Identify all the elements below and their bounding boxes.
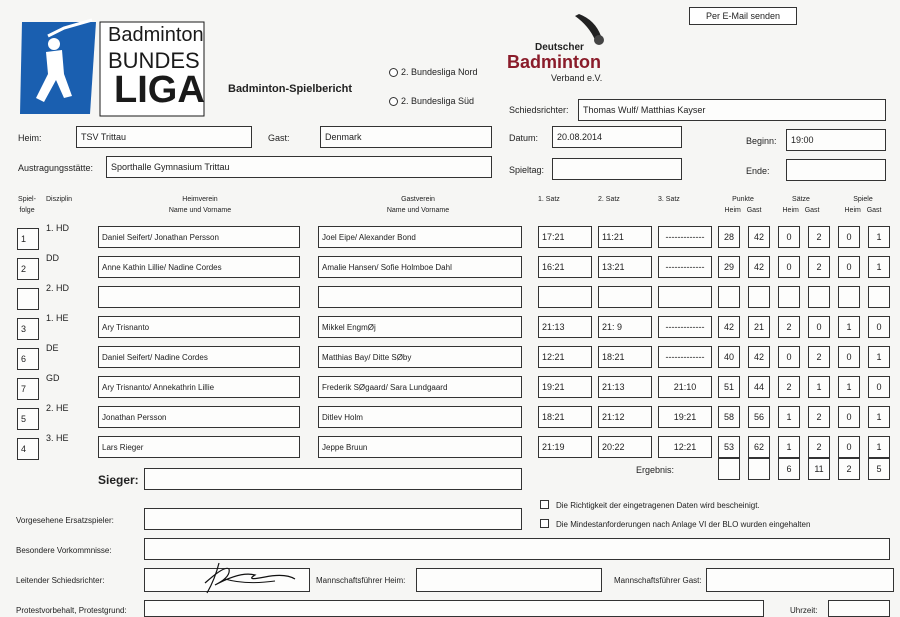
bundesliga-logo: [18, 18, 206, 118]
captain-home-label: Mannschaftsführer Heim:: [316, 576, 406, 585]
points-home-field[interactable]: 42: [718, 316, 740, 338]
set1-field[interactable]: 16:21: [538, 256, 592, 278]
sets-guest-field[interactable]: 2: [808, 406, 830, 428]
points-guest-field[interactable]: 42: [748, 346, 770, 368]
set2-field[interactable]: [598, 286, 652, 308]
sets-home-field[interactable]: 0: [778, 226, 800, 248]
games-home-field[interactable]: [838, 286, 860, 308]
referee-field[interactable]: Thomas Wulf/ Matthias Kayser: [578, 99, 886, 121]
dbv-line2: Badminton: [507, 52, 601, 72]
set1-field[interactable]: 17:21: [538, 226, 592, 248]
sets-home-field[interactable]: 1: [778, 406, 800, 428]
games-guest-field[interactable]: 1: [868, 256, 890, 278]
home-player-field[interactable]: Anne Kathin Lillie/ Nadine Cordes: [98, 256, 300, 278]
date-field[interactable]: 20.08.2014: [552, 126, 682, 148]
set1-field[interactable]: 19:21: [538, 376, 592, 398]
games-home-field[interactable]: 1: [838, 316, 860, 338]
venue-field[interactable]: Sporthalle Gymnasium Trittau: [106, 156, 492, 178]
chief-referee-label: Leitender Schiedsrichter:: [16, 576, 105, 585]
points-guest-field[interactable]: 62: [748, 436, 770, 458]
winner-field[interactable]: [144, 468, 522, 490]
guest-field[interactable]: Denmark: [320, 126, 492, 148]
header-games: Spiele Heim Gast: [844, 196, 882, 214]
logo-line3: LIGA: [114, 69, 205, 111]
result-label: Ergebnis:: [636, 465, 675, 475]
substitutes-field[interactable]: [144, 508, 522, 530]
home-player-field[interactable]: Daniel Seifert/ Jonathan Persson: [98, 226, 300, 248]
points-guest-field[interactable]: 42: [748, 226, 770, 248]
games-guest-field[interactable]: 1: [868, 406, 890, 428]
points-guest-field[interactable]: 21: [748, 316, 770, 338]
guest-player-field[interactable]: Jeppe Bruun: [318, 436, 522, 458]
matchday-field[interactable]: [552, 158, 682, 180]
protest-field[interactable]: [144, 600, 764, 617]
set3-field[interactable]: 21:10: [658, 376, 712, 398]
set3-field[interactable]: -------------: [658, 346, 712, 368]
sets-guest-field[interactable]: [808, 286, 830, 308]
dbv-logo: [505, 12, 615, 88]
games-guest-field[interactable]: 1: [868, 436, 890, 458]
logo-line2: BUNDES: [108, 48, 200, 73]
order-field[interactable]: 3: [17, 318, 39, 340]
result-games-home[interactable]: 2: [838, 458, 860, 480]
result-sets-home[interactable]: 6: [778, 458, 800, 480]
games-home-field[interactable]: 1: [838, 376, 860, 398]
header-discipline: Disziplin: [46, 196, 73, 203]
order-field[interactable]: 1: [17, 228, 39, 250]
discipline-label: GD: [46, 373, 60, 383]
guest-player-field[interactable]: Ditlev Holm: [318, 406, 522, 428]
header-set2: 2. Satz: [598, 196, 620, 203]
games-home-field[interactable]: 0: [838, 226, 860, 248]
games-guest-field[interactable]: 1: [868, 346, 890, 368]
logo-line1: Badminton: [108, 24, 204, 46]
points-home-field[interactable]: 58: [718, 406, 740, 428]
protest-label: Protestvorbehalt, Protestgrund:: [16, 606, 127, 615]
confirm-data-label: Die Richtigkeit der eingetragenen Daten wird bescheinigt.: [556, 501, 760, 510]
guest-player-field[interactable]: Frederik SØgaard/ Sara Lundgaard: [318, 376, 522, 398]
set3-field[interactable]: -------------: [658, 226, 712, 248]
points-guest-field[interactable]: 42: [748, 256, 770, 278]
league-south-label: 2. Bundesliga Süd: [401, 96, 475, 106]
discipline-label: 2. HD: [46, 283, 70, 293]
time-label: Uhrzeit:: [790, 606, 818, 615]
points-home-field[interactable]: 29: [718, 256, 740, 278]
winner-label: Sieger:: [98, 473, 139, 487]
set1-field[interactable]: 21:13: [538, 316, 592, 338]
sets-home-field[interactable]: 2: [778, 376, 800, 398]
guest-player-field[interactable]: Amalie Hansen/ Sofie Holmboe Dahl: [318, 256, 522, 278]
home-field[interactable]: TSV Trittau: [76, 126, 252, 148]
home-label: Heim:: [18, 133, 42, 143]
header-set1: 1. Satz: [538, 196, 560, 203]
order-field[interactable]: 2: [17, 258, 39, 280]
home-player-field[interactable]: [98, 286, 300, 308]
set2-field[interactable]: 21: 9: [598, 316, 652, 338]
captain-home-field[interactable]: [416, 568, 602, 592]
order-field[interactable]: 5: [17, 408, 39, 430]
sets-guest-field[interactable]: 2: [808, 226, 830, 248]
points-home-field[interactable]: 28: [718, 226, 740, 248]
games-guest-field[interactable]: 1: [868, 226, 890, 248]
points-guest-field[interactable]: [748, 286, 770, 308]
discipline-label: 3. HE: [46, 433, 69, 443]
home-player-field[interactable]: Ary Trisnanto/ Annekathrin Lillie: [98, 376, 300, 398]
header-guest-team: Gastverein Name und Vorname: [386, 196, 450, 214]
send-email-button[interactable]: Per E-Mail senden: [689, 7, 797, 25]
set2-field[interactable]: 11:21: [598, 226, 652, 248]
captain-guest-label: Mannschaftsführer Gast:: [614, 576, 702, 585]
start-field[interactable]: 19:00: [786, 129, 886, 151]
sets-home-field[interactable]: [778, 286, 800, 308]
confirm-data-checkbox[interactable]: [540, 500, 549, 509]
substitutes-label: Vorgesehene Ersatzspieler:: [16, 516, 114, 525]
discipline-label: 2. HE: [46, 403, 69, 413]
sets-guest-field[interactable]: 2: [808, 346, 830, 368]
discipline-label: 1. HD: [46, 223, 70, 233]
points-guest-field[interactable]: 44: [748, 376, 770, 398]
captain-guest-field[interactable]: [706, 568, 894, 592]
sets-home-field[interactable]: 1: [778, 436, 800, 458]
set3-field[interactable]: 19:21: [658, 406, 712, 428]
set2-field[interactable]: 21:12: [598, 406, 652, 428]
set1-field[interactable]: 12:21: [538, 346, 592, 368]
discipline-label: DE: [46, 343, 59, 353]
set3-field[interactable]: -------------: [658, 256, 712, 278]
set1-field[interactable]: [538, 286, 592, 308]
result-sets-guest[interactable]: 11: [808, 458, 830, 480]
home-player-field[interactable]: Jonathan Persson: [98, 406, 300, 428]
sets-home-field[interactable]: 0: [778, 256, 800, 278]
points-home-field[interactable]: 40: [718, 346, 740, 368]
guest-player-field[interactable]: Mikkel EngmØj: [318, 316, 522, 338]
page-title: Badminton-Spielbericht: [228, 83, 353, 95]
end-field[interactable]: [786, 159, 886, 181]
order-field[interactable]: 6: [17, 348, 39, 370]
end-label: Ende:: [746, 166, 770, 176]
points-guest-field[interactable]: 56: [748, 406, 770, 428]
league-north-label: 2. Bundesliga Nord: [401, 67, 478, 77]
result-points-guest[interactable]: [748, 458, 770, 480]
order-field[interactable]: 7: [17, 378, 39, 400]
set2-field[interactable]: 18:21: [598, 346, 652, 368]
set2-field[interactable]: 20:22: [598, 436, 652, 458]
header-points: Punkte Heim Gast: [724, 196, 762, 214]
venue-label: Austragungsstätte:: [18, 163, 94, 173]
home-player-field[interactable]: Ary Trisnanto: [98, 316, 300, 338]
set1-field[interactable]: 21:19: [538, 436, 592, 458]
dbv-line1: Deutscher: [535, 42, 584, 53]
order-field[interactable]: 4: [17, 438, 39, 460]
chief-referee-signature-field[interactable]: [144, 568, 310, 592]
matchday-label: Spieltag:: [509, 165, 545, 175]
set2-field[interactable]: 13:21: [598, 256, 652, 278]
result-points-home[interactable]: [718, 458, 740, 480]
header-sets: Sätze Heim Gast: [782, 196, 820, 214]
header-order: Spiel- folge: [18, 196, 36, 214]
league-north-radio[interactable]: [389, 68, 398, 77]
games-home-field[interactable]: 0: [838, 256, 860, 278]
referee-label: Schiedsrichter:: [509, 105, 569, 115]
set3-field[interactable]: [658, 286, 712, 308]
points-home-field[interactable]: [718, 286, 740, 308]
sets-guest-field[interactable]: 2: [808, 436, 830, 458]
guest-player-field[interactable]: [318, 286, 522, 308]
sets-guest-field[interactable]: 2: [808, 256, 830, 278]
incidents-label: Besondere Vorkommnisse:: [16, 546, 112, 555]
league-south-radio[interactable]: [389, 97, 398, 106]
games-guest-field[interactable]: 0: [868, 376, 890, 398]
set3-field[interactable]: 12:21: [658, 436, 712, 458]
header-set3: 3. Satz: [658, 196, 680, 203]
guest-player-field[interactable]: Matthias Bay/ Ditte SØby: [318, 346, 522, 368]
sets-home-field[interactable]: 0: [778, 346, 800, 368]
discipline-label: DD: [46, 253, 59, 263]
set2-field[interactable]: 21:13: [598, 376, 652, 398]
games-home-field[interactable]: 0: [838, 436, 860, 458]
confirm-requirements-label: Die Mindestanforderungen nach Anlage VI der BLO wurden eingehalten: [556, 520, 811, 529]
order-field[interactable]: [17, 288, 39, 310]
home-player-field[interactable]: Daniel Seifert/ Nadine Cordes: [98, 346, 300, 368]
date-label: Datum:: [509, 133, 539, 143]
handwritten-signature: [145, 555, 311, 595]
sets-guest-field[interactable]: 1: [808, 376, 830, 398]
home-player-field[interactable]: Lars Rieger: [98, 436, 300, 458]
result-games-guest[interactable]: 5: [868, 458, 890, 480]
header-home-team: Heimverein Name und Vorname: [168, 196, 232, 214]
guest-player-field[interactable]: Joel Eipe/ Alexander Bond: [318, 226, 522, 248]
discipline-label: 1. HE: [46, 313, 69, 323]
games-guest-field[interactable]: [868, 286, 890, 308]
set3-field[interactable]: -------------: [658, 316, 712, 338]
games-home-field[interactable]: 0: [838, 406, 860, 428]
points-home-field[interactable]: 53: [718, 436, 740, 458]
games-home-field[interactable]: 0: [838, 346, 860, 368]
confirm-requirements-checkbox[interactable]: [540, 519, 549, 528]
sets-home-field[interactable]: 2: [778, 316, 800, 338]
start-label: Beginn:: [746, 136, 777, 146]
time-field[interactable]: [828, 600, 890, 617]
guest-label: Gast:: [268, 133, 290, 143]
dbv-line3: Verband e.V.: [551, 73, 603, 83]
sets-guest-field[interactable]: 0: [808, 316, 830, 338]
games-guest-field[interactable]: 0: [868, 316, 890, 338]
points-home-field[interactable]: 51: [718, 376, 740, 398]
set1-field[interactable]: 18:21: [538, 406, 592, 428]
